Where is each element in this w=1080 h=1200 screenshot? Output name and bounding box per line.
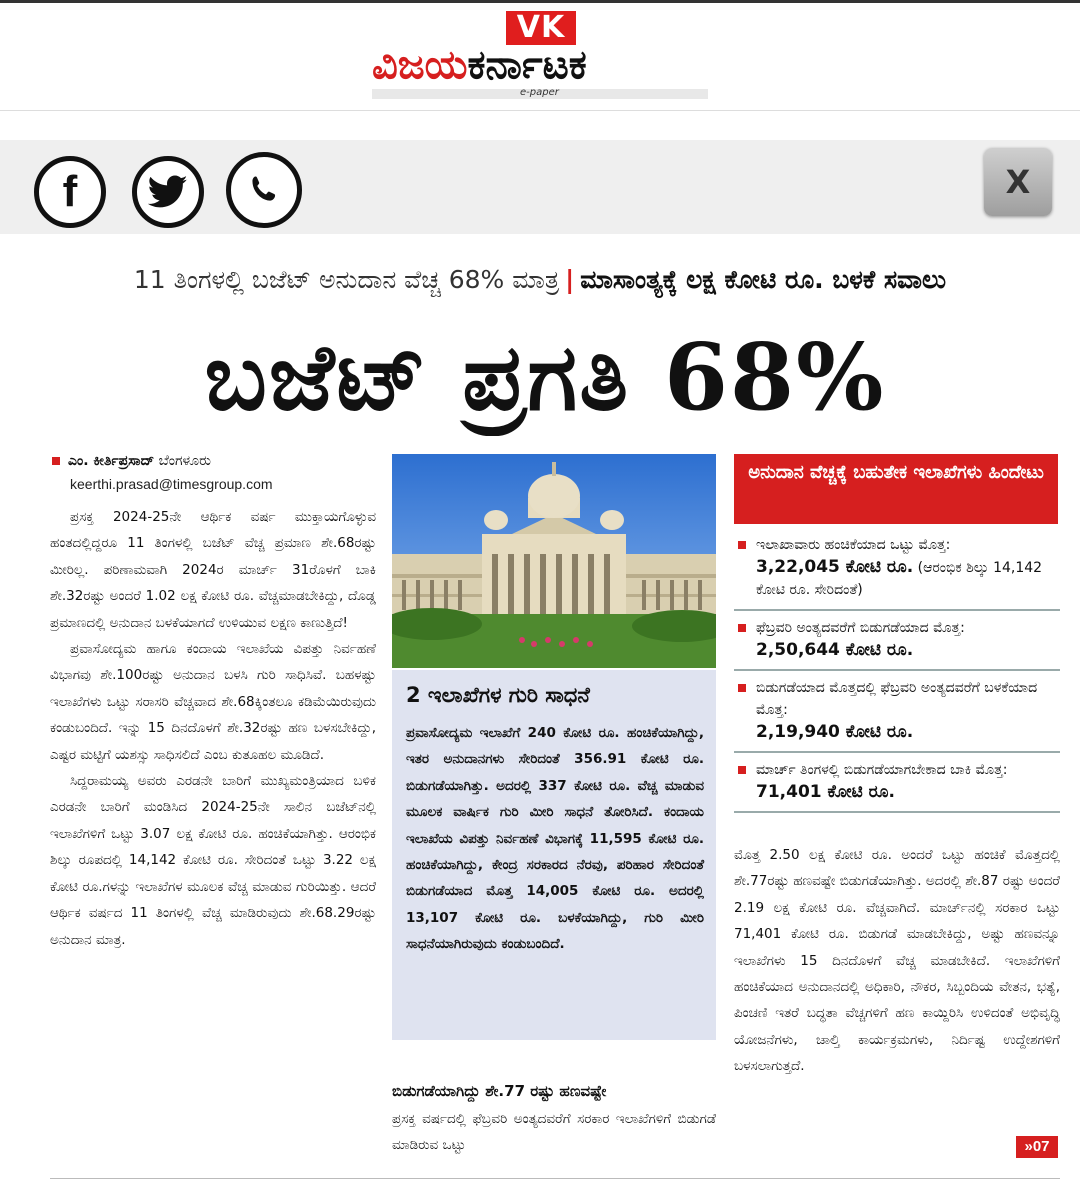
sidebar-box-department-achievement <box>392 670 716 1040</box>
article-paragraph: ಪ್ರಸಕ್ತ 2024-25ನೇ ಆರ್ಥಿಕ ವರ್ಷ ಮುಕ್ತಾಯಗೊಳ್ಳುವ ಹಂತದಲ್ಲಿದ್ದರೂ 11 ತಿಂಗಳಲ್ಲಿ ಬಜೆಟ್ ವೆಚ್ಚ ಪ್ರಮಾಣ ಶೇ.68ರಷ್ಟು ಮೀರಿಲ್ಲ. ಪರಿಣಾಮವಾಗಿ 2024ರ ಮಾರ್ಚ್ 31ರೊಳಗೆ ಬಾಕಿ ಶೇ.32ರಷ್ಟು ಅಂದರೆ 1.02 ಲಕ್ಷ ಕೋಟಿ ರೂ. ವೆಚ್ಚಮಾಡಬೇಕಿದ್ದು, ದೊಡ್ಡ ಪ್ರಮಾಣದಲ್ಲಿ ಅನುದಾನ ಬಳಕೆಯಾಗದೆ ಉಳಿಯುವ ಲಕ್ಷಣ ಕಾಣುತ್ತಿದೆ! <box>50 509 376 631</box>
article-paragraph: ಪ್ರವಾಸೋದ್ಯಮ ಹಾಗೂ ಕಂದಾಯ ಇಲಾಖೆಯ ವಿಪತ್ತು ನಿರ್ವಹಣೆ ವಿಭಾಗವು ಶೇ.100ರಷ್ಟು ಅನುದಾನ ಬಳಸಿ ಗುರಿ ಸಾಧಿಸಿವೆ. ಬಹಳಷ್ಟು ಇಲಾಖೆಗಳು ಒಟ್ಟು ಸರಾಸರಿ ವೆಚ್ಚವಾದ ಶೇ.68ಕ್ಕಿಂತಲೂ ಕಡಿಮೆಯಿರುವುದು ಕಂಡುಬಂದಿದೆ. ಇನ್ನು 15 ದಿನದೊಳಗೆ ಶೇ.32ರಷ್ಟು ಹಣ ಬಳಸಬೇಕಿದ್ದು, ಎಷ್ಟರ ಮಟ್ಟಿಗೆ ಯಶಸ್ಸು ಸಾಧಿಸಲಿದೆ ಎಂಬ ಕುತೂಹಲ ಮೂಡಿದೆ. <box>50 641 376 763</box>
twitter-icon <box>148 175 188 209</box>
article-subhead: ಬಿಡುಗಡೆಯಾಗಿದ್ದು ಶೇ.77 ರಷ್ಟು ಹಣವಷ್ಟೇ <box>392 1082 607 1100</box>
fact-label: ಇಲಾಖಾವಾರು ಹಂಚಿಕೆಯಾದ ಒಟ್ಟು ಮೊತ್ತ: <box>756 537 951 553</box>
article-body-left <box>50 504 376 1164</box>
fact-amount: 2,50,644 ಕೋಟಿ ರೂ. <box>756 640 914 660</box>
continued-page-link[interactable]: »07 <box>1016 1136 1058 1158</box>
logo-wordmark <box>372 41 708 89</box>
kicker-left: 11 ತಿಂಗಳಲ್ಲಿ ಬಜೆಟ್ ಅನುದಾನ ವೆಚ್ಚ 68% ಮಾತ್ರ <box>133 265 560 294</box>
whatsapp-share-button[interactable] <box>226 152 302 228</box>
article-body-right: ಮೊತ್ತ 2.50 ಲಕ್ಷ ಕೋಟಿ ರೂ. ಅಂದರೆ ಒಟ್ಟು ಹಂಚಿಕೆ ಮೊತ್ತದಲ್ಲಿ ಶೇ.77ರಷ್ಟು ಹಣವಷ್ಟೇ ಬಿಡುಗಡೆಯಾಗಿತ್ತು. ಅದರಲ್ಲಿ ಶೇ.87 ರಷ್ಟು ಅಂದರೆ 2.19 ಲಕ್ಷ ಕೋಟಿ ರೂ. ವೆಚ್ಚವಾಗಿದೆ. ಮಾರ್ಚ್‌ನಲ್ಲಿ ಸರಕಾರ ಒಟ್ಟು 71,401 ಕೋಟಿ ರೂ. ಬಿಡುಗಡೆ ಮಾಡಬೇಕಿದ್ದು, ಅಷ್ಟು ಹಣವನ್ನೂ ಇಲಾಖೆಗಳು 15 ದಿನದೊಳಗೆ ವೆಚ್ಚ ಮಾಡಬೇಕಿದೆ. ಇಲಾಖೆಗಳಿಗೆ ಹಂಚಿಕೆಯಾದ ಅನುದಾನದಲ್ಲಿ ಅಧಿಕಾರಿ, ನೌಕರ, ಸಿಬ್ಬಂದಿಯ ವೇತನ, ಭತ್ಯೆ, ಪಿಂಚಣಿ ಇತರೆ ಬದ್ಧತಾ ವೆಚ್ಚಗಳಿಗೆ ಹಣ ಕಾಯ್ದಿರಿಸಿ ಉಳಿದಂತೆ ಅಭಿವೃದ್ಧಿ ಯೋಜನೆಗಳು, ಚಾಲ್ತಿ ಕಾರ್ಯಕ್ರಮಗಳು, ನಿರ್ದಿಷ್ಟ ಉದ್ದೇಶಗಳಿಗೆ ಬಳಸಲಾಗುತ್ತದೆ. <box>734 847 1060 1075</box>
bottom-rule <box>50 1178 1060 1179</box>
kicker-separator: | <box>565 265 575 294</box>
fact-item <box>734 671 1060 753</box>
logo-name-part1: ವಿಜಯ <box>372 42 468 88</box>
kicker-right: ಮಾಸಾಂತ್ಯಕ್ಕೆ ಲಕ್ಷ ಕೋಟಿ ರೂ. ಬಳಕೆ ಸವಾಲು <box>580 265 947 294</box>
fact-bullet <box>738 541 746 549</box>
close-button[interactable]: X <box>984 148 1052 216</box>
box-body: ಪ್ರವಾಸೋದ್ಯಮ ಇಲಾಖೆಗೆ 240 ಕೋಟಿ ರೂ. ಹಂಚಿಕೆಯಾಗಿದ್ದು, ಇತರ ಅನುದಾನಗಳು ಸೇರಿದಂತೆ 356.91 ಕೋಟಿ ರೂ. ಬಿಡುಗಡೆಯಾಗಿತ್ತು. ಅದರಲ್ಲಿ 337 ಕೋಟಿ ರೂ. ವೆಚ್ಚ ಮಾಡುವ ಮೂಲಕ ವಾರ್ಷಿಕ ಗುರಿ ಮೀರಿ ಸಾಧನೆ ತೋರಿಸಿದೆ. ಕಂದಾಯ ಇಲಾಖೆಯ ವಿಪತ್ತು ನಿರ್ವಹಣೆ ವಿಭಾಗಕ್ಕೆ 11,595 ಕೋಟಿ ರೂ. ಹಂಚಿಕೆಯಾಗಿದ್ದು, ಕೇಂದ್ರ ಸರಕಾರದ ನೆರವು, ಪರಿಹಾರ ಸೇರಿದಂತೆ ಬಿಡುಗಡೆಯಾದ ಮೊತ್ತ 14,005 ಕೋಟಿ ರೂ. ಅದರಲ್ಲಿ 13,107 ಕೋಟಿ ರೂ. ಬಳಕೆಯಾಗಿದ್ದು, ಗುರಿ ಮೀರಿ ಸಾಧನೆಯಾಗಿರುವುದು ಕಂಡುಬಂದಿದೆ. <box>406 725 704 953</box>
facebook-icon: f <box>62 167 78 216</box>
site-header <box>0 3 1080 111</box>
site-logo[interactable] <box>372 11 708 99</box>
fact-item <box>734 753 1060 813</box>
photo-illustration <box>392 454 716 668</box>
fact-note: (ಆರಂಭಿಕ ಶಿಲ್ಕು 14,142 ಕೋಟಿ ರೂ. ಸೇರಿದಂತೆ) <box>756 560 1043 598</box>
fact-item <box>734 611 1060 671</box>
logo-name-part2: ಕರ್ನಾಟಕ <box>467 42 587 88</box>
article-body-middle: ಪ್ರಸಕ್ತ ವರ್ಷದಲ್ಲಿ ಫೆಬ್ರವರಿ ಅಂತ್ಯದವರೆಗೆ ಸರಕಾರ ಇಲಾಖೆಗಳಿಗೆ ಬಿಡುಗಡೆ ಮಾಡಿರುವ ಒಟ್ಟು <box>392 1111 716 1154</box>
fact-label: ಫೆಬ್ರವರಿ ಅಂತ್ಯದವರೆಗೆ ಬಿಡುಗಡೆಯಾದ ಮೊತ್ತ: <box>756 620 965 636</box>
fact-bullet <box>738 766 746 774</box>
fact-label: ಮಾರ್ಚ್ ತಿಂಗಳಲ್ಲಿ ಬಿಡುಗಡೆಯಾಗಬೇಕಾದ ಬಾಕಿ ಮೊತ್ತ: <box>756 762 1008 778</box>
byline-bullet <box>52 457 60 465</box>
facebook-share-button[interactable] <box>34 156 106 228</box>
article-paragraph: ಸಿದ್ದರಾಮಯ್ಯ ಅವರು ಎರಡನೇ ಬಾರಿಗೆ ಮುಖ್ಯಮಂತ್ರಿಯಾದ ಬಳಿಕ ಎರಡನೇ ಬಾರಿಗೆ ಮಂಡಿಸಿದ 2024-25ನೇ ಸಾಲಿನ ಬಜೆಟ್‌ನಲ್ಲಿ ಇಲಾಖೆಗಳಿಗೆ ಒಟ್ಟು 3.07 ಲಕ್ಷ ಕೋಟಿ ರೂ. ಹಂಚಿಕೆಯಾಗಿತ್ತು. ಆರಂಭಿಕ ಶಿಲ್ಕು ರೂಪದಲ್ಲಿ 14,142 ಕೋಟಿ ರೂ. ಸೇರಿದಂತೆ ಒಟ್ಟು 3.22 ಲಕ್ಷ ಕೋಟಿ ರೂ.ಗಳನ್ನು ಇಲಾಖೆಗಳ ಮೂಲಕ ವೆಚ್ಚ ಮಾಡುವ ಗುರಿಯಿತ್ತು. ಆದರೆ ಆರ್ಥಿಕ ವರ್ಷದ 11 ತಿಂಗಳಲ್ಲಿ ವೆಚ್ಚ ಮಾಡಿರುವುದು ಶೇ.68.29ರಷ್ಟು ಅನುದಾನ ಮಾತ್ರ. <box>50 773 376 948</box>
fact-amount: 71,401 ಕೋಟಿ ರೂ. <box>756 782 895 802</box>
fact-bullet <box>738 624 746 632</box>
byline-place: ಬೆಂಗಳೂರು <box>158 453 211 469</box>
fact-label: ಬಿಡುಗಡೆಯಾದ ಮೊತ್ತದಲ್ಲಿ ಫೆಬ್ರವರಿ ಅಂತ್ಯದವರೆಗೆ ಬಳಕೆಯಾದ ಮೊತ್ತ: <box>756 680 1038 718</box>
fact-bullet <box>738 684 746 692</box>
logo-badge: VK <box>506 11 576 45</box>
twitter-share-button[interactable] <box>132 156 204 228</box>
byline <box>52 448 382 474</box>
vidhana-soudha-photo <box>392 454 716 668</box>
article-headline: ಬಜೆಟ್ ಪ್ರಗತಿ 68% <box>204 323 886 431</box>
fact-amount: 2,19,940 ಕೋಟಿ ರೂ. <box>756 722 914 742</box>
box-title: 2 ಇಲಾಖೆಗಳ ಗುರಿ ಸಾಧನೆ <box>406 683 590 707</box>
fact-amount: 3,22,045 ಕೋಟಿ ರೂ. <box>756 557 914 577</box>
fact-item <box>734 528 1060 611</box>
highlight-box-title: ಅನುದಾನ ವೆಚ್ಚಕ್ಕೆ ಬಹುತೇಕ ಇಲಾಖೆಗಳು ಹಿಂದೇಟು <box>734 454 1058 524</box>
author-email[interactable]: keerthi.prasad@timesgroup.com <box>70 476 273 492</box>
logo-subtitle: e-paper <box>520 87 559 98</box>
article-kicker <box>20 258 1060 302</box>
byline-name: ಎಂ. ಕೀರ್ತಿಪ್ರಸಾದ್ <box>68 453 155 469</box>
facts-list <box>734 528 1060 813</box>
whatsapp-icon <box>245 171 283 209</box>
share-bar <box>0 140 1080 234</box>
